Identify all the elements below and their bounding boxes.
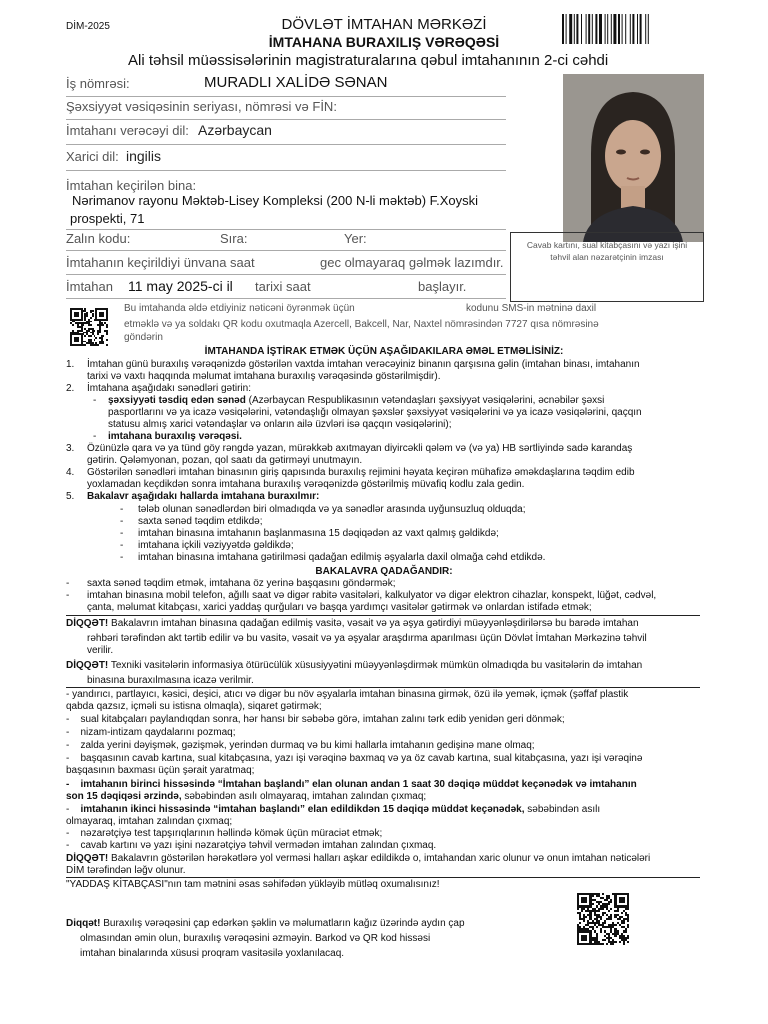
sms-info-line-3: göndərin	[124, 332, 163, 343]
foreign-language: ingilis	[126, 148, 162, 164]
applicant-name: MURADLI XALİDƏ SƏNAN	[204, 74, 388, 91]
rule-1: İmtahan günü buraxılış vərəqənizdə göstərilən vaxtda imtahan verəcəyiniz binanın qarşısına gəlin (imtahan binası, imtahanın	[87, 359, 640, 370]
rule-5a: tələb olunan sənədlərdən biri olmadıqda və ya sənədlər arasında uyğunsuzluq olduqda;	[138, 504, 526, 515]
warning-2-cont: binasına buraxılmasına icazə verilmir.	[87, 675, 254, 686]
sms-info-line-1b: kodunu SMS-in mətninə daxil	[466, 303, 597, 314]
forbidden-3: - yandırıcı, partlayıcı, kəsici, deşici, atıcı və digər bu növ əşyalarla imtahan binasına girmək, özü ilə yemək, içmək (şəffaf plastik	[66, 689, 629, 700]
qr-code-verification[interactable]	[577, 893, 629, 945]
rule-5d: imtahana içkili vəziyyətdə gəldikdə;	[138, 540, 294, 551]
row-label: Sıra:	[220, 231, 248, 246]
rule-5a-bullet: -	[120, 504, 124, 515]
barcode	[562, 14, 702, 44]
rule-2: İmtahana aşağıdakı sənədləri gətirin:	[87, 383, 251, 394]
forbidden-2-bullet: -	[66, 590, 70, 601]
forbidden-3-cont: qabda qazsız, içməli su istisna olmaqla), siqaret gətirmək;	[66, 701, 322, 712]
rule-4: Göstərilən sənədləri imtahan binasının giriş qapısında buraxılış rejimini həyata keçirən mühafizə əməkdaşlarına təqdim edib	[87, 467, 635, 478]
rule-5: Bakalavr aşağıdakı hallarda imtahana buraxılmır:	[87, 491, 320, 502]
rules-heading: İMTAHANDA İŞTİRAK ETMƏK ÜÇÜN AŞAĞIDAKILARA ƏMƏL ETMƏLİSİNİZ:	[204, 346, 564, 357]
rule-5b: saxta sənəd təqdim etdikdə;	[138, 516, 263, 527]
rule-4-num: 4.	[66, 467, 75, 478]
warning-1-cont-2: verilir.	[87, 645, 114, 656]
rule-3: Özünüzlə qara və ya tünd göy rəngdə yazan, mürəkkəb axıtmayan diyircəkli qələm və (və ya) HB sərtliyində sadə karandaş	[87, 443, 633, 454]
exam-date-label: İmtahan	[66, 279, 113, 294]
forbidden-7-cont: başqasının baxması üçün şərait yaratmaq;	[66, 765, 255, 776]
forbidden-heading: BAKALAVRA QADAĞANDIR:	[315, 566, 453, 577]
forbidden-11: - cavab kartını və yazı işini nəzarətçiyə təhvil vermədən imtahan zalından çıxmaq.	[66, 840, 437, 851]
warning-3: DİQQƏT! Bakalavrın göstərilən hərəkətlərə yol verməsi halları aşkar edildikdə o, imtahandan xaric olunur və onun imtahan nəticələri	[66, 853, 651, 864]
rule-3-cont: gətirin. Qələmyonan, pozan, qol saatı da gətirməyi unutmayın.	[87, 455, 363, 466]
forbidden-7: - başqasının cavab kartına, sual kitabçasına, yazı işi vərəqinə baxmaq və ya öz cavab kartına, sual kitabçasına, yazı işi vərəqinə	[66, 753, 643, 764]
sms-info-line-1a: Bu imtahanda əldə etdiyiniz nəticəni öyrənmək üçün	[124, 303, 355, 314]
foreign-language-label: Xarici dil:	[66, 149, 119, 164]
exam-time-label: tarixi saat	[255, 279, 311, 294]
rule-2a-cont: pasportlarını və ya icazə vəsiqələrini, vətəndaşlığı olmayan şəxslər şəxsiyyət vəsiqələrini və ya icazə vəsiqələrini, qaçqın	[108, 407, 642, 418]
qr-code-results[interactable]	[70, 308, 108, 346]
exam-date: 11 may 2025-ci il	[128, 278, 233, 294]
work-number-label: İş nömrəsi:	[66, 76, 130, 91]
forbidden-1-bullet: -	[66, 578, 70, 589]
rule-5c: imtahan binasına imtahanın başlanmasına 15 dəqiqədən az vaxt qalmış gəldikdə;	[138, 528, 499, 539]
rule-2b-bullet: -	[93, 431, 97, 442]
rule-4-cont: yoxlamadan keçdikdən sonra imtahana buraxılış vərəqənizdə göstərilmiş müvafiq kodlu zala gedin.	[87, 479, 525, 490]
forbidden-9-cont: olmayaraq, imtahan zalından çıxmaq;	[66, 816, 233, 827]
rule-5c-bullet: -	[120, 528, 124, 539]
forbidden-9: - imtahanın ikinci hissəsində “imtahan başlandı” elan edildikdən 15 dəqiqə müddət keçənədək, səbəbindən asılı	[66, 804, 601, 815]
organization-name: DÖVLƏT İMTAHAN MƏRKƏZİ	[281, 16, 487, 33]
hall-code-label: Zalın kodu:	[66, 231, 131, 246]
warning-2: DİQQƏT! Texniki vasitələrin informasiya ötürücülük xüsusiyyətini müəyyənləşdirmək mümkün olmadıqda bu vasitələrin də imtahan	[66, 660, 643, 671]
rule-2a-bullet: -	[93, 395, 97, 406]
rule-2b: imtahana buraxılış vərəqəsi.	[108, 431, 242, 442]
forbidden-8-cont: son 15 dəqiqəsi ərzində, səbəbindən asılı olmayaraq, imtahan zalından çıxmaq;	[66, 791, 427, 802]
exam-language: Azərbaycan	[198, 122, 272, 138]
forbidden-4: - sual kitabçaları paylandıqdan sonra, hər hansı bir səbəbə görə, imtahan zalını tərk edib yenidən geri dönmək;	[66, 714, 565, 725]
seat-label: Yer:	[344, 231, 367, 246]
forbidden-5: - nizam-intizam qaydalarını pozmaq;	[66, 727, 236, 738]
rule-5-num: 5.	[66, 491, 75, 502]
exam-building-line-1: Nərimanov rayonu Məktəb-Lisey Kompleksi (200 N-li məktəb) F.Xoyski	[72, 193, 479, 208]
forbidden-6: - zalda yerini dəyişmək, gəzişmək, yerindən durmaq və bu kimi hallarla imtahanın gedişinə mane olmaq;	[66, 740, 535, 751]
page-subtitle: Ali təhsil müəssisələrinin magistraturalarına qəbul imtahanının 2-ci cəhdi	[128, 52, 609, 69]
forbidden-2: imtahan binasına mobil telefon, ağıllı saat və digər rabitə vasitələri, kalkulyator və digər elektron cihazlar, konspekt, lüğət, cədvəl,	[87, 590, 657, 601]
warning-1-cont: rəhbəri tərəfindən akt tərtib edilir və bu vasitə, vəsait və ya əşyalar araşdırma aparılması üçün Dövlət İmtahan Mərkəzinə təhvil	[87, 633, 647, 644]
applicant-photo	[563, 74, 704, 242]
rule-1-num: 1.	[66, 359, 75, 370]
rule-2a-cont-2: statusu almış xarici vətəndaşlar və onların ailə üzvləri isə qaçqın vəsiqələrini);	[108, 419, 452, 430]
rule-2-num: 2.	[66, 383, 75, 394]
exam-building-label: İmtahan keçirilən bina:	[66, 178, 197, 193]
rule-5e: imtahan binasına imtahana gətirilməsi qadağan edilmiş əşyalarla daxil olmağa cəhd etdikdə.	[138, 552, 546, 563]
rule-2a: şəxsiyyəti təsdiq edən sənəd (Azərbaycan Respublikasının vətəndaşları şəxsiyyət vəsiqələrini, əcnəbilər şəxsi	[108, 395, 605, 406]
exam-language-label: İmtahanı verəcəyi dil:	[66, 123, 189, 138]
rule-5e-bullet: -	[120, 552, 124, 563]
exam-start-label: başlayır.	[418, 279, 467, 294]
memory-booklet-notice: "YADDAŞ KİTABÇASI"nın tam mətnini əsas səhifədən yükləyib mütləq oxumalısınız!	[66, 879, 440, 890]
page-title: İMTAHANA BURAXILIŞ VƏRƏQƏSİ	[268, 34, 500, 50]
rule-5b-bullet: -	[120, 516, 124, 527]
arrival-time-label-suffix: gec olmayaraq gəlmək lazımdır.	[320, 255, 504, 270]
sms-info-line-2: etməklə və ya soldakı QR kodu oxutmaqla Azercell, Bakcell, Nar, Naxtel nömrəsindən 7727 qısa nömrəsinə	[124, 319, 599, 330]
rule-5d-bullet: -	[120, 540, 124, 551]
rule-3-num: 3.	[66, 443, 75, 454]
forbidden-2-cont: çanta, məlumat kitabçası, xarici yaddaş qurğuları və başqa yardımçı vasitələr gətirmək və onlardan istifadə etmək;	[87, 602, 592, 613]
rule-1-cont: tarixi və vaxtı haqqında məlumat imtahana buraxılış vərəqəsində göstərilmişdir).	[87, 371, 441, 382]
warning-3-cont: DİM tərəfindən ləğv olunur.	[66, 865, 186, 876]
footer-note: Diqqət! Buraxılış vərəqəsini çap edərkən şəklin və məlumatların kağız üzərində aydın çap olmasından əmin olun, buraxılış vərəqəsini əzməyin. Barkod və QR kod hissəsi imtahan binalarında xüsusi proqram vasitəsilə yoxlanılacaq.	[66, 918, 465, 959]
arrival-time-label: İmtahanın keçirildiyi ünvana saat	[66, 255, 255, 270]
signature-box-label: Cavab kartını, sual kitabçasını və yazı işini təhvil alan nəzarətçinin imzası	[526, 240, 688, 262]
forbidden-8: - imtahanın birinci hissəsində “İmtahan başlandı” elan olunan andan 1 saat 30 dəqiqə müddət keçənədək və imtahanın	[66, 779, 637, 790]
exam-building-line-2: prospekti, 71	[70, 211, 145, 226]
forbidden-10: - nəzarətçiyə test tapşırıqlarının həllində kömək üçün müraciət etmək;	[66, 828, 383, 839]
id-card-label: Şəxsiyyət vəsiqəsinin seriyası, nömrəsi və FİN:	[66, 99, 337, 114]
signature-box	[510, 232, 704, 302]
form-code: DİM-2025	[66, 21, 110, 32]
forbidden-1: saxta sənəd təqdim etmək, imtahana öz yerinə başqasını göndərmək;	[87, 578, 396, 589]
warning-1: DİQQƏT! Bakalavrın imtahan binasına qadağan edilmiş vasitə, vəsait və ya əşya gətirdiyi müəyyənləşdirilərsə bu barədə imtahan	[66, 618, 639, 629]
